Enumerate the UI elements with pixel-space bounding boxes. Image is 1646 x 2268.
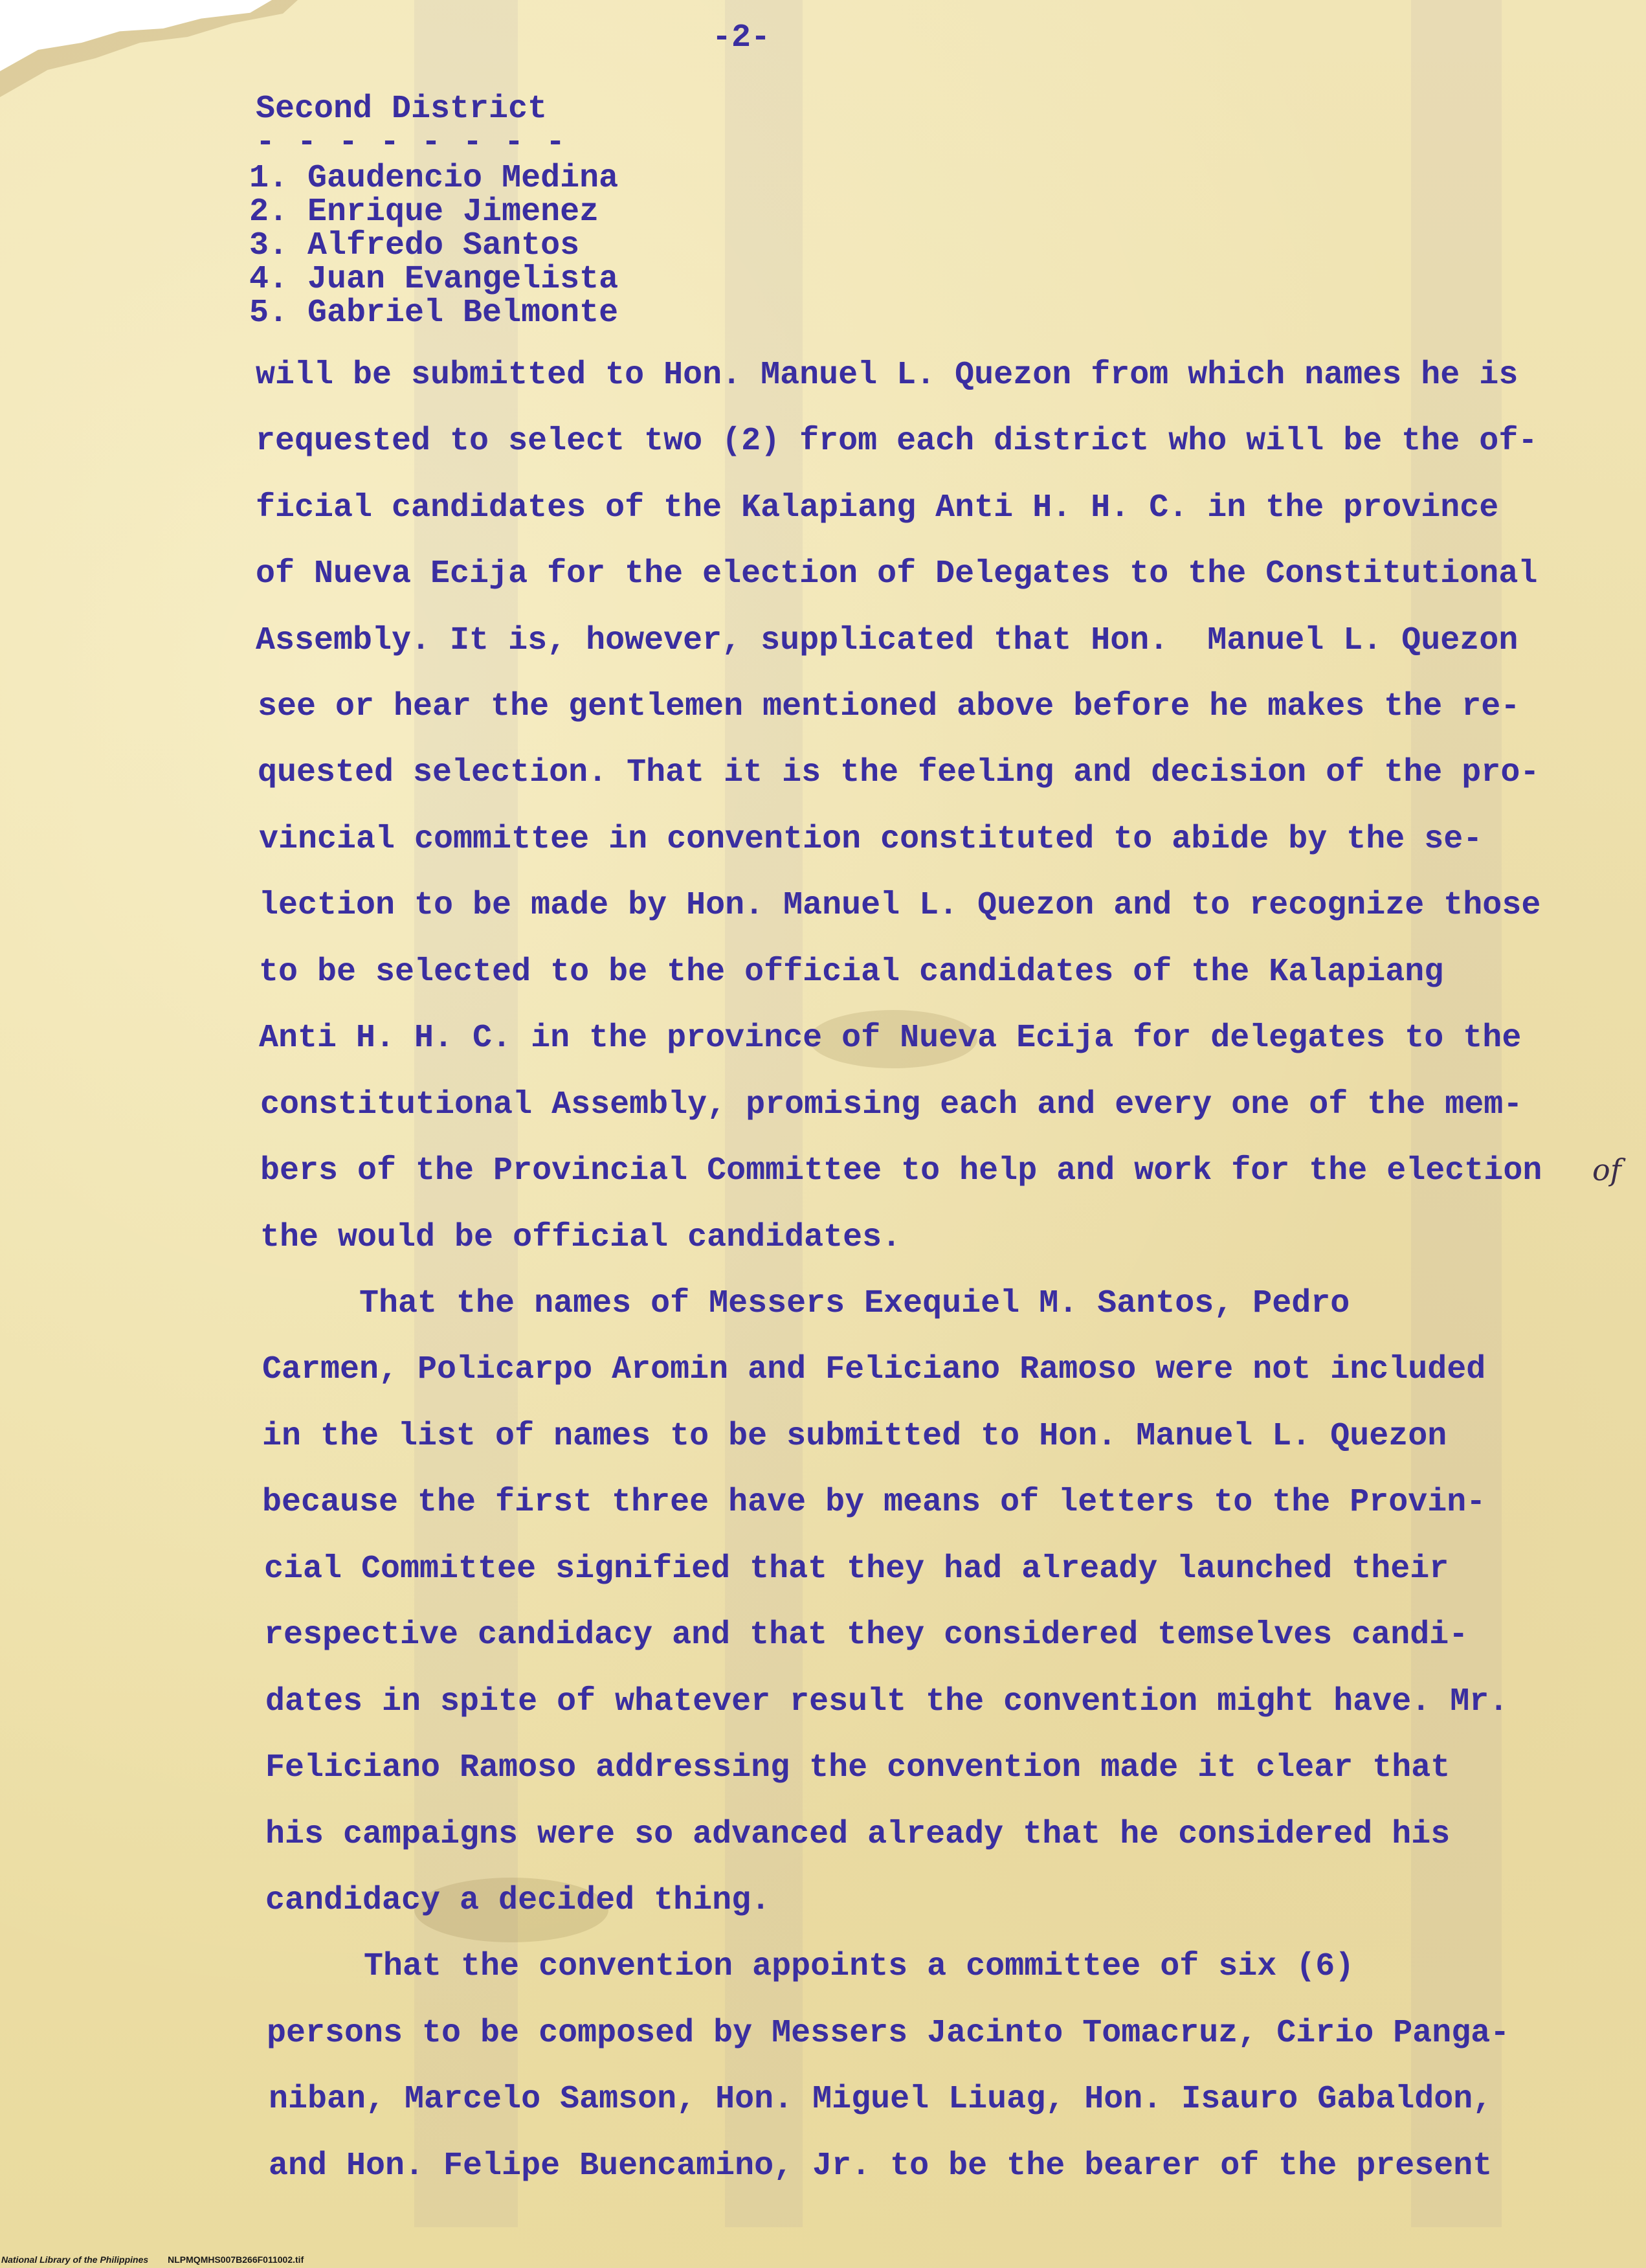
- text-line: of Nueva Ecija for the election of Delegates to the Constitutional: [256, 556, 1538, 592]
- file-name: NLPMQMHS007B266F011002.tif: [168, 2254, 304, 2265]
- nominee-list: [249, 162, 618, 330]
- text-line: Assembly. It is, however, supplicated that Hon. Manuel L. Quezon: [256, 622, 1518, 659]
- text-line: constitutional Assembly, promising each and every one of the mem-: [260, 1086, 1523, 1123]
- district-heading: Second District: [256, 91, 548, 128]
- text-line: requested to select two (2) from each district who will be the of-: [256, 423, 1538, 460]
- text-line: Feliciano Ramoso addressing the convention made it clear that: [265, 1749, 1451, 1786]
- list-item: 1. Gaudencio Medina: [249, 160, 619, 197]
- text-line: quested selection. That it is the feeling and decision of the pro-: [258, 754, 1540, 791]
- text-line: his campaigns were so advanced already that he considered his: [265, 1816, 1451, 1853]
- text-line: cial Committee signified that they had already launched their: [264, 1551, 1449, 1588]
- text-line: vincial committee in convention constituted to abide by the se-: [259, 821, 1483, 858]
- text-line: dates in spite of whatever result the convention might have. Mr.: [265, 1683, 1509, 1720]
- page-number: -2-: [712, 19, 771, 56]
- text-line: lection to be made by Hon. Manuel L. Quezon and to recognize those: [259, 887, 1541, 924]
- heading-underline: - - - - - - - -: [256, 124, 567, 161]
- list-item: 2. Enrique Jimenez: [249, 194, 599, 230]
- text-line: bers of the Provincial Committee to help and work for the election: [260, 1152, 1542, 1189]
- handwritten-annotation: of: [1592, 1152, 1621, 1187]
- text-line: in the list of names to be submitted to Hon. Manuel L. Quezon: [262, 1418, 1447, 1455]
- institution-name: National Library of the Philippines: [1, 2254, 149, 2265]
- list-item: 3. Alfredo Santos: [249, 227, 580, 264]
- text-line: and Hon. Felipe Buencamino, Jr. to be the bearer of the present: [269, 2148, 1493, 2184]
- text-line: will be submitted to Hon. Manuel L. Quezon from which names he is: [256, 357, 1518, 394]
- archive-footer: [1, 2254, 304, 2265]
- text-line: to be selected to be the official candidates of the Kalapiang: [259, 954, 1444, 991]
- text-line: respective candidacy and that they considered temselves candi-: [264, 1617, 1469, 1654]
- text-line: see or hear the gentlemen mentioned above before he makes the re-: [258, 688, 1520, 725]
- text-line: because the first three have by means of letters to the Provin-: [262, 1484, 1486, 1521]
- text-line: ficial candidates of the Kalapiang Anti H. H. C. in the province: [256, 489, 1499, 526]
- text-line: niban, Marcelo Samson, Hon. Miguel Liuag, Hon. Isauro Gabaldon,: [269, 2081, 1493, 2118]
- text-line: candidacy a decided thing.: [265, 1882, 771, 1919]
- text-line: That the names of Messers Exequiel M. Santos, Pedro: [262, 1285, 1350, 1322]
- text-line: the would be official candidates.: [260, 1219, 902, 1256]
- list-item: 4. Juan Evangelista: [249, 261, 619, 298]
- text-line: Anti H. H. C. in the province of Nueva Ecija for delegates to the: [259, 1020, 1522, 1057]
- text-line: That the convention appoints a committee of six (6): [267, 1948, 1355, 1985]
- text-line: persons to be composed by Messers Jacinto Tomacruz, Cirio Panga-: [267, 2015, 1510, 2052]
- text-line: Carmen, Policarpo Aromin and Feliciano Ramoso were not included: [262, 1351, 1486, 1388]
- list-item: 5. Gabriel Belmonte: [249, 295, 619, 331]
